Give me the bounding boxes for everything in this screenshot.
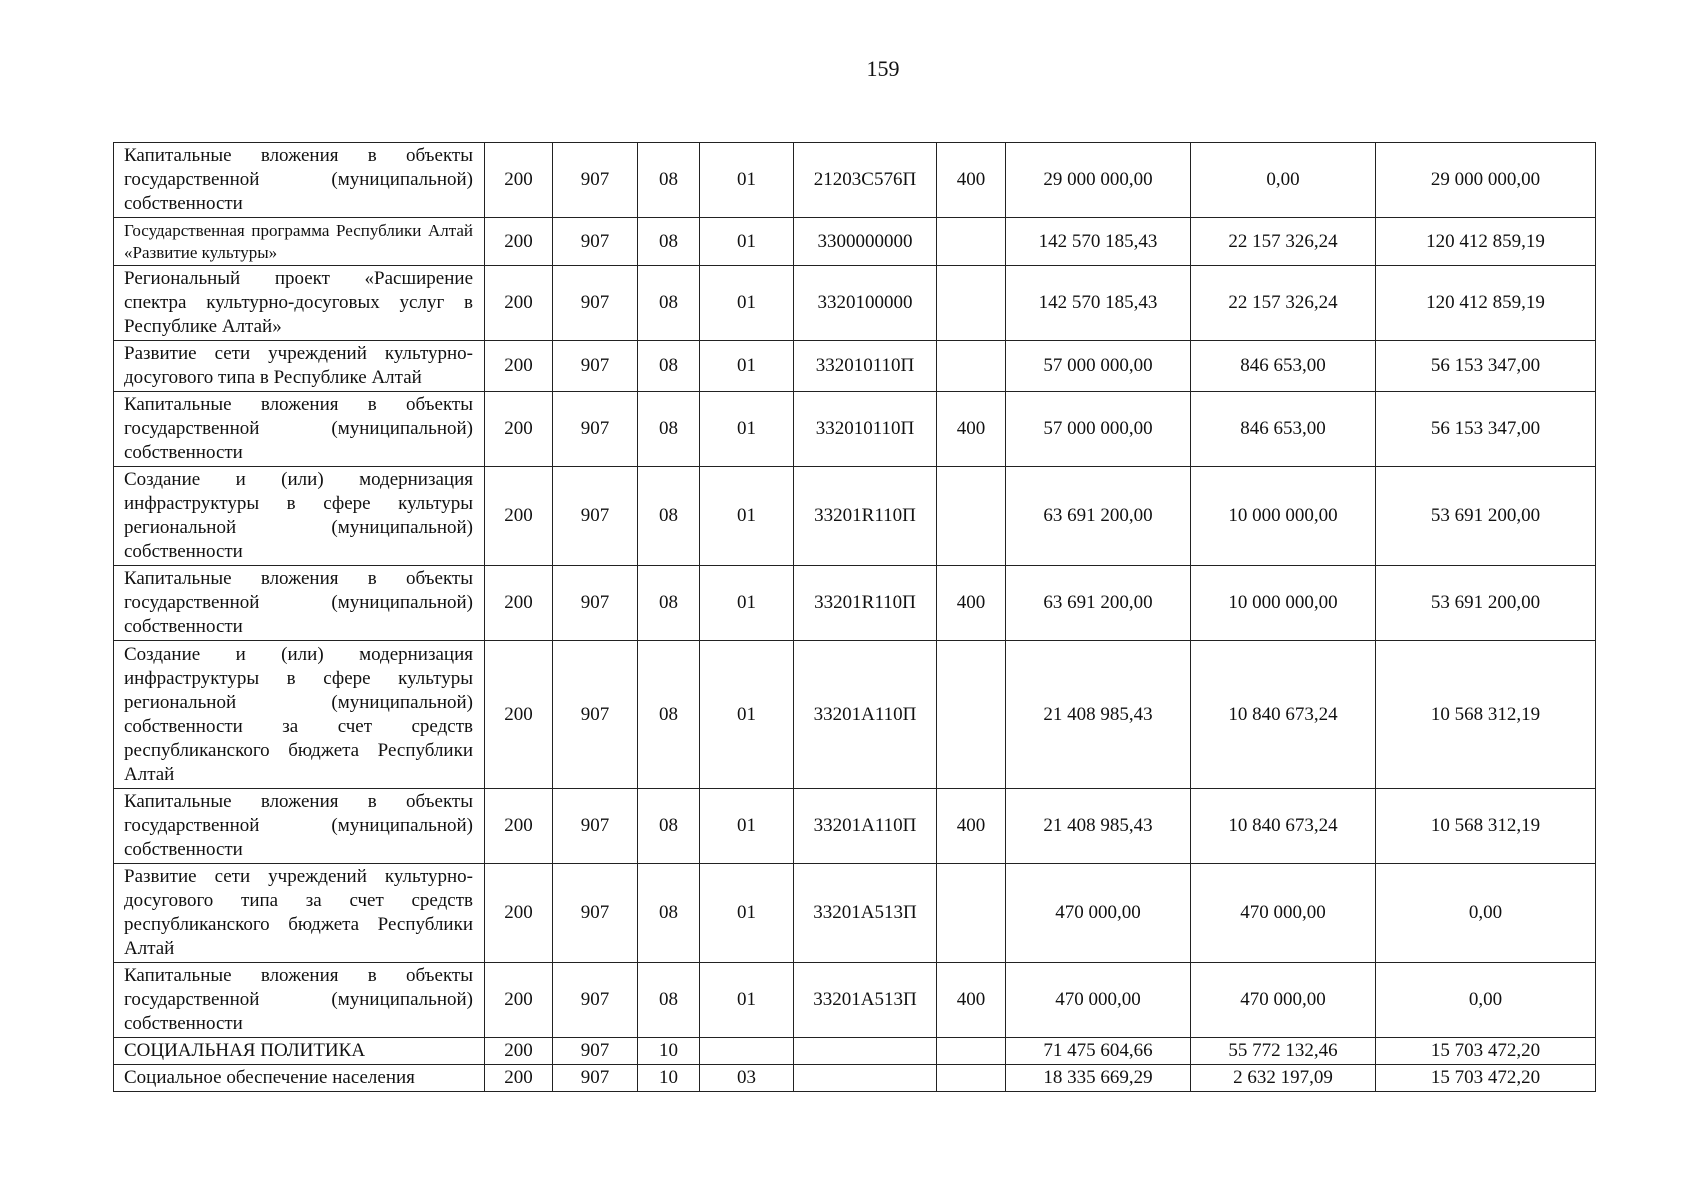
- cell-v3: 0,00: [1376, 864, 1596, 963]
- cell-c2: 907: [553, 864, 638, 963]
- cell-c6: [937, 467, 1006, 566]
- cell-c5: 21203С576П: [794, 143, 937, 218]
- row-name: Развитие сети учреждений культурно-досугового типа за счет средств республиканского бюджета Республики Алтай: [114, 864, 485, 963]
- cell-c1: 200: [485, 218, 553, 266]
- cell-c4: 01: [700, 266, 794, 341]
- cell-v1: 63 691 200,00: [1006, 566, 1191, 641]
- cell-c5: [794, 1065, 937, 1092]
- cell-c5: 33201А110П: [794, 789, 937, 864]
- table-row: [114, 392, 1596, 467]
- cell-c4: 01: [700, 392, 794, 467]
- cell-c5: 3320100000: [794, 266, 937, 341]
- cell-c2: 907: [553, 143, 638, 218]
- cell-v3: 120 412 859,19: [1376, 218, 1596, 266]
- cell-v3: 53 691 200,00: [1376, 467, 1596, 566]
- cell-v3: 120 412 859,19: [1376, 266, 1596, 341]
- row-name: Капитальные вложения в объекты государственной (муниципальной) собственности: [114, 143, 485, 218]
- cell-c6: [937, 1038, 1006, 1065]
- cell-v2: 10 000 000,00: [1191, 566, 1376, 641]
- cell-c5: 332010110П: [794, 341, 937, 392]
- table-row: [114, 641, 1596, 789]
- cell-v1: 71 475 604,66: [1006, 1038, 1191, 1065]
- table-row: [114, 566, 1596, 641]
- cell-c3: 08: [638, 566, 700, 641]
- cell-c2: 907: [553, 789, 638, 864]
- cell-c6: [937, 218, 1006, 266]
- cell-c1: 200: [485, 143, 553, 218]
- cell-c2: 907: [553, 392, 638, 467]
- table-row: [114, 143, 1596, 218]
- cell-c4: 01: [700, 218, 794, 266]
- cell-v1: 142 570 185,43: [1006, 218, 1191, 266]
- cell-c6: 400: [937, 392, 1006, 467]
- cell-v2: 2 632 197,09: [1191, 1065, 1376, 1092]
- cell-c5: 33201А110П: [794, 641, 937, 789]
- table-row: [114, 218, 1596, 266]
- table-row: [114, 864, 1596, 963]
- cell-c2: 907: [553, 1038, 638, 1065]
- cell-c5: 33201А513П: [794, 864, 937, 963]
- cell-c4: 03: [700, 1065, 794, 1092]
- cell-c3: 10: [638, 1038, 700, 1065]
- cell-c5: 33201R110П: [794, 566, 937, 641]
- cell-v3: 56 153 347,00: [1376, 392, 1596, 467]
- cell-c2: 907: [553, 266, 638, 341]
- row-name: Социальное обеспечение населения: [114, 1065, 485, 1092]
- cell-c3: 08: [638, 266, 700, 341]
- cell-c1: 200: [485, 1038, 553, 1065]
- cell-c4: 01: [700, 789, 794, 864]
- table-row: [114, 789, 1596, 864]
- cell-c2: 907: [553, 218, 638, 266]
- cell-v1: 21 408 985,43: [1006, 789, 1191, 864]
- cell-c1: 200: [485, 392, 553, 467]
- cell-c5: 33201А513П: [794, 963, 937, 1038]
- cell-v3: 53 691 200,00: [1376, 566, 1596, 641]
- cell-c6: [937, 641, 1006, 789]
- budget-table: [113, 142, 1596, 1092]
- page-number: 159: [866, 56, 900, 81]
- row-name: Капитальные вложения в объекты государственной (муниципальной) собственности: [114, 392, 485, 467]
- cell-c6: [937, 341, 1006, 392]
- cell-v1: 18 335 669,29: [1006, 1065, 1191, 1092]
- cell-v3: 15 703 472,20: [1376, 1038, 1596, 1065]
- cell-c2: 907: [553, 467, 638, 566]
- cell-c3: 08: [638, 963, 700, 1038]
- cell-c1: 200: [485, 1065, 553, 1092]
- cell-c2: 907: [553, 641, 638, 789]
- table-row: [114, 1065, 1596, 1092]
- cell-v3: 10 568 312,19: [1376, 641, 1596, 789]
- cell-v3: 10 568 312,19: [1376, 789, 1596, 864]
- cell-v1: 142 570 185,43: [1006, 266, 1191, 341]
- cell-v1: 57 000 000,00: [1006, 392, 1191, 467]
- row-name: Развитие сети учреждений культурно-досугового типа в Республике Алтай: [114, 341, 485, 392]
- cell-v2: 846 653,00: [1191, 341, 1376, 392]
- row-name: Капитальные вложения в объекты государственной (муниципальной) собственности: [114, 963, 485, 1038]
- cell-c1: 200: [485, 963, 553, 1038]
- cell-v2: 10 840 673,24: [1191, 641, 1376, 789]
- cell-c3: 08: [638, 392, 700, 467]
- cell-c3: 08: [638, 467, 700, 566]
- cell-c6: [937, 1065, 1006, 1092]
- cell-c6: 400: [937, 789, 1006, 864]
- cell-c6: 400: [937, 963, 1006, 1038]
- row-name: Капитальные вложения в объекты государственной (муниципальной) собственности: [114, 566, 485, 641]
- table-row: [114, 1038, 1596, 1065]
- cell-v2: 470 000,00: [1191, 864, 1376, 963]
- cell-c3: 10: [638, 1065, 700, 1092]
- row-name: Капитальные вложения в объекты государственной (муниципальной) собственности: [114, 789, 485, 864]
- cell-v2: 55 772 132,46: [1191, 1038, 1376, 1065]
- cell-c3: 08: [638, 641, 700, 789]
- cell-c4: [700, 1038, 794, 1065]
- table-row: [114, 266, 1596, 341]
- cell-v2: 10 840 673,24: [1191, 789, 1376, 864]
- cell-c3: 08: [638, 143, 700, 218]
- cell-c6: [937, 266, 1006, 341]
- cell-c1: 200: [485, 566, 553, 641]
- cell-v1: 63 691 200,00: [1006, 467, 1191, 566]
- cell-c4: 01: [700, 641, 794, 789]
- cell-c1: 200: [485, 641, 553, 789]
- cell-c5: 3300000000: [794, 218, 937, 266]
- cell-c1: 200: [485, 341, 553, 392]
- cell-v2: 0,00: [1191, 143, 1376, 218]
- cell-v1: 470 000,00: [1006, 963, 1191, 1038]
- cell-v1: 21 408 985,43: [1006, 641, 1191, 789]
- row-name: Создание и (или) модернизация инфраструктуры в сфере культуры региональной (муниципальной) собственности: [114, 467, 485, 566]
- cell-v1: 29 000 000,00: [1006, 143, 1191, 218]
- cell-c4: 01: [700, 143, 794, 218]
- cell-v1: 470 000,00: [1006, 864, 1191, 963]
- cell-v3: 29 000 000,00: [1376, 143, 1596, 218]
- cell-c2: 907: [553, 566, 638, 641]
- cell-c2: 907: [553, 341, 638, 392]
- cell-c1: 200: [485, 467, 553, 566]
- cell-v3: 15 703 472,20: [1376, 1065, 1596, 1092]
- cell-c1: 200: [485, 789, 553, 864]
- cell-c3: 08: [638, 218, 700, 266]
- cell-c5: 332010110П: [794, 392, 937, 467]
- cell-c2: 907: [553, 1065, 638, 1092]
- cell-c5: 33201R110П: [794, 467, 937, 566]
- cell-c3: 08: [638, 341, 700, 392]
- cell-c6: [937, 864, 1006, 963]
- cell-v3: 0,00: [1376, 963, 1596, 1038]
- cell-c3: 08: [638, 789, 700, 864]
- table-row: [114, 467, 1596, 566]
- cell-c6: 400: [937, 566, 1006, 641]
- cell-v2: 22 157 326,24: [1191, 266, 1376, 341]
- cell-c3: 08: [638, 864, 700, 963]
- table-row: [114, 963, 1596, 1038]
- cell-c1: 200: [485, 266, 553, 341]
- row-name: Региональный проект «Расширение спектра культурно-досуговых услуг в Республике Алтай»: [114, 266, 485, 341]
- row-name: СОЦИАЛЬНАЯ ПОЛИТИКА: [114, 1038, 485, 1065]
- cell-v2: 22 157 326,24: [1191, 218, 1376, 266]
- cell-v2: 846 653,00: [1191, 392, 1376, 467]
- cell-v3: 56 153 347,00: [1376, 341, 1596, 392]
- row-name: Государственная программа Республики Алтай «Развитие культуры»: [114, 218, 485, 266]
- cell-v2: 470 000,00: [1191, 963, 1376, 1038]
- cell-c4: 01: [700, 963, 794, 1038]
- cell-c4: 01: [700, 864, 794, 963]
- table-row: [114, 341, 1596, 392]
- cell-c2: 907: [553, 963, 638, 1038]
- cell-c4: 01: [700, 467, 794, 566]
- row-name: Создание и (или) модернизация инфраструктуры в сфере культуры региональной (муниципальной) собственности за счет средств республиканского бюджета Республики Алтай: [114, 641, 485, 789]
- cell-v2: 10 000 000,00: [1191, 467, 1376, 566]
- cell-c4: 01: [700, 566, 794, 641]
- cell-c5: [794, 1038, 937, 1065]
- cell-c1: 200: [485, 864, 553, 963]
- cell-c4: 01: [700, 341, 794, 392]
- cell-v1: 57 000 000,00: [1006, 341, 1191, 392]
- cell-c6: 400: [937, 143, 1006, 218]
